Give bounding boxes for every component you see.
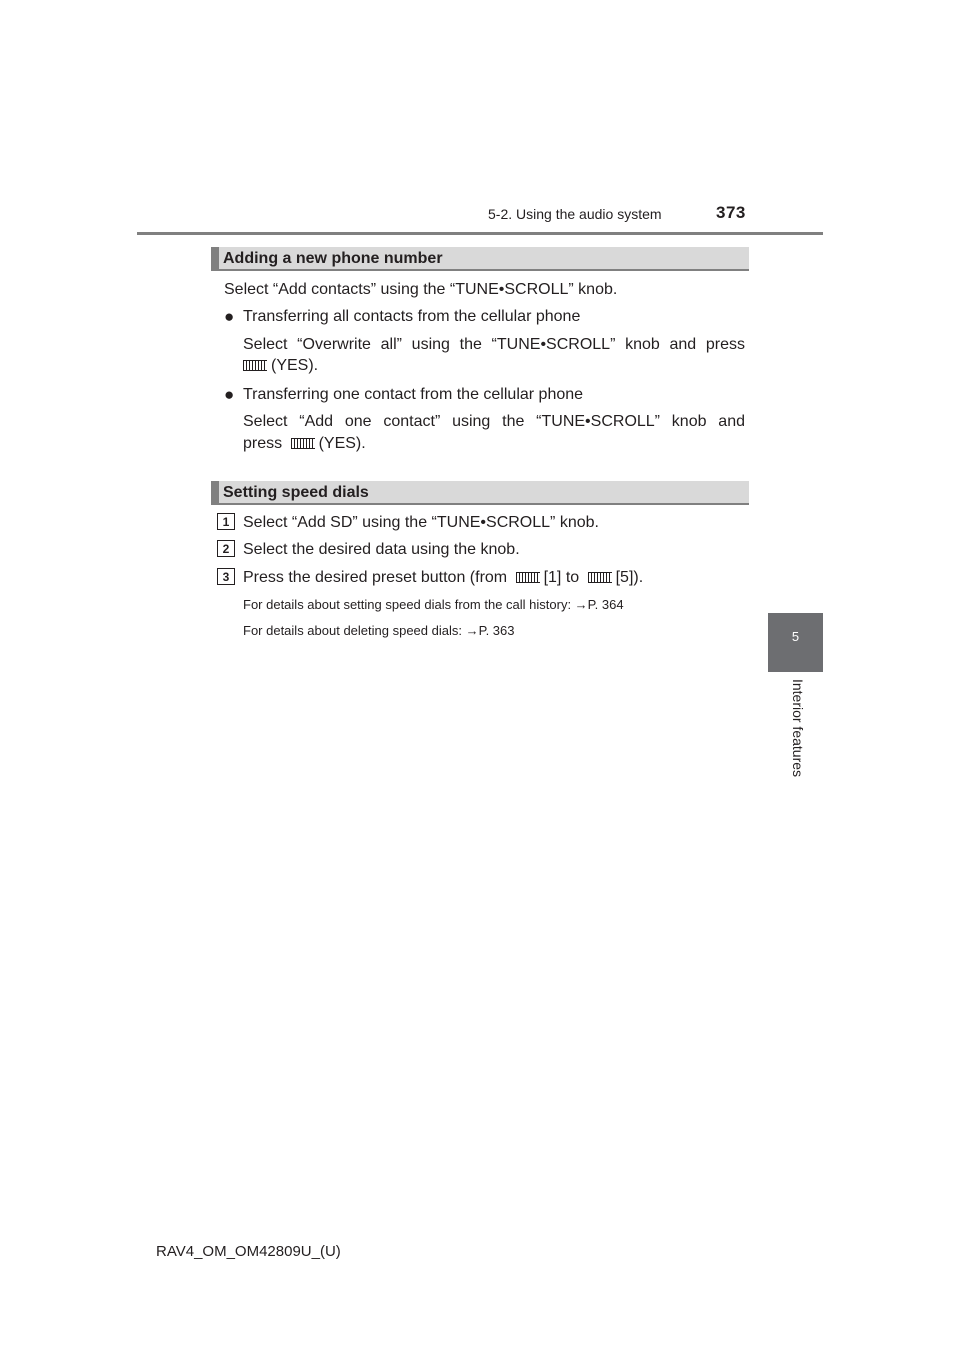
step-3-text <box>243 568 643 588</box>
running-header-section: 5-2. Using the audio system <box>488 206 662 222</box>
bullet-icon: ● <box>224 385 235 404</box>
chapter-number: 5 <box>791 629 800 644</box>
step-1-text: Select “Add SD” using the “TUNE•SCROLL” knob. <box>243 514 599 531</box>
preset-button-icon <box>516 572 540 583</box>
note-speed-dials-call-history: For details about setting speed dials from the call history: →P. 364 <box>243 597 624 612</box>
bullet-item <box>224 385 234 406</box>
bullet2-line2-a: press <box>243 435 283 452</box>
section-title: Setting speed dials <box>223 484 369 501</box>
step-3-text-b: [1] to <box>543 569 580 586</box>
step-number-3: 3 <box>217 568 235 585</box>
intro-text: Select “Add contacts” using the “TUNE•SCROLL” knob. <box>224 281 618 298</box>
bullet-icon: ● <box>224 307 235 326</box>
step-2-text: Select the desired data using the knob. <box>243 541 520 558</box>
bullet-item <box>224 307 234 328</box>
page-number: 373 <box>716 203 746 222</box>
bullet1-line2 <box>243 356 318 376</box>
preset-button-icon <box>243 360 267 371</box>
header-rule <box>137 232 823 235</box>
bullet1-heading: Transferring all contacts from the cellular phone <box>243 308 581 325</box>
step-3-text-c: [5]). <box>615 569 644 586</box>
chapter-label: Interior features <box>790 678 806 778</box>
bullet2-line2 <box>243 434 366 454</box>
step-3-text-a: Press the desired preset button (from <box>243 569 508 586</box>
bullet1-line1: Select “Overwrite all” using the “TUNE•SCROLL” knob and press <box>243 336 745 353</box>
bullet2-line2-b: (YES). <box>318 435 366 452</box>
bullet1-line2-text: (YES). <box>271 357 319 374</box>
preset-button-icon <box>291 438 315 449</box>
step-number-2: 2 <box>217 540 235 557</box>
bullet2-line1: Select “Add one contact” using the “TUNE•SCROLL” knob and <box>243 413 745 430</box>
document-id: RAV4_OM_OM42809U_(U) <box>156 1243 341 1260</box>
step-number-1: 1 <box>217 513 235 530</box>
bullet2-heading: Transferring one contact from the cellular phone <box>243 386 584 403</box>
section-title: Adding a new phone number <box>223 250 443 267</box>
note-deleting-speed-dials: For details about deleting speed dials: →P. 363 <box>243 623 515 638</box>
preset-button-icon <box>588 572 612 583</box>
section-header-adding-phone-number <box>211 247 749 271</box>
section-header-speed-dials <box>211 481 749 505</box>
